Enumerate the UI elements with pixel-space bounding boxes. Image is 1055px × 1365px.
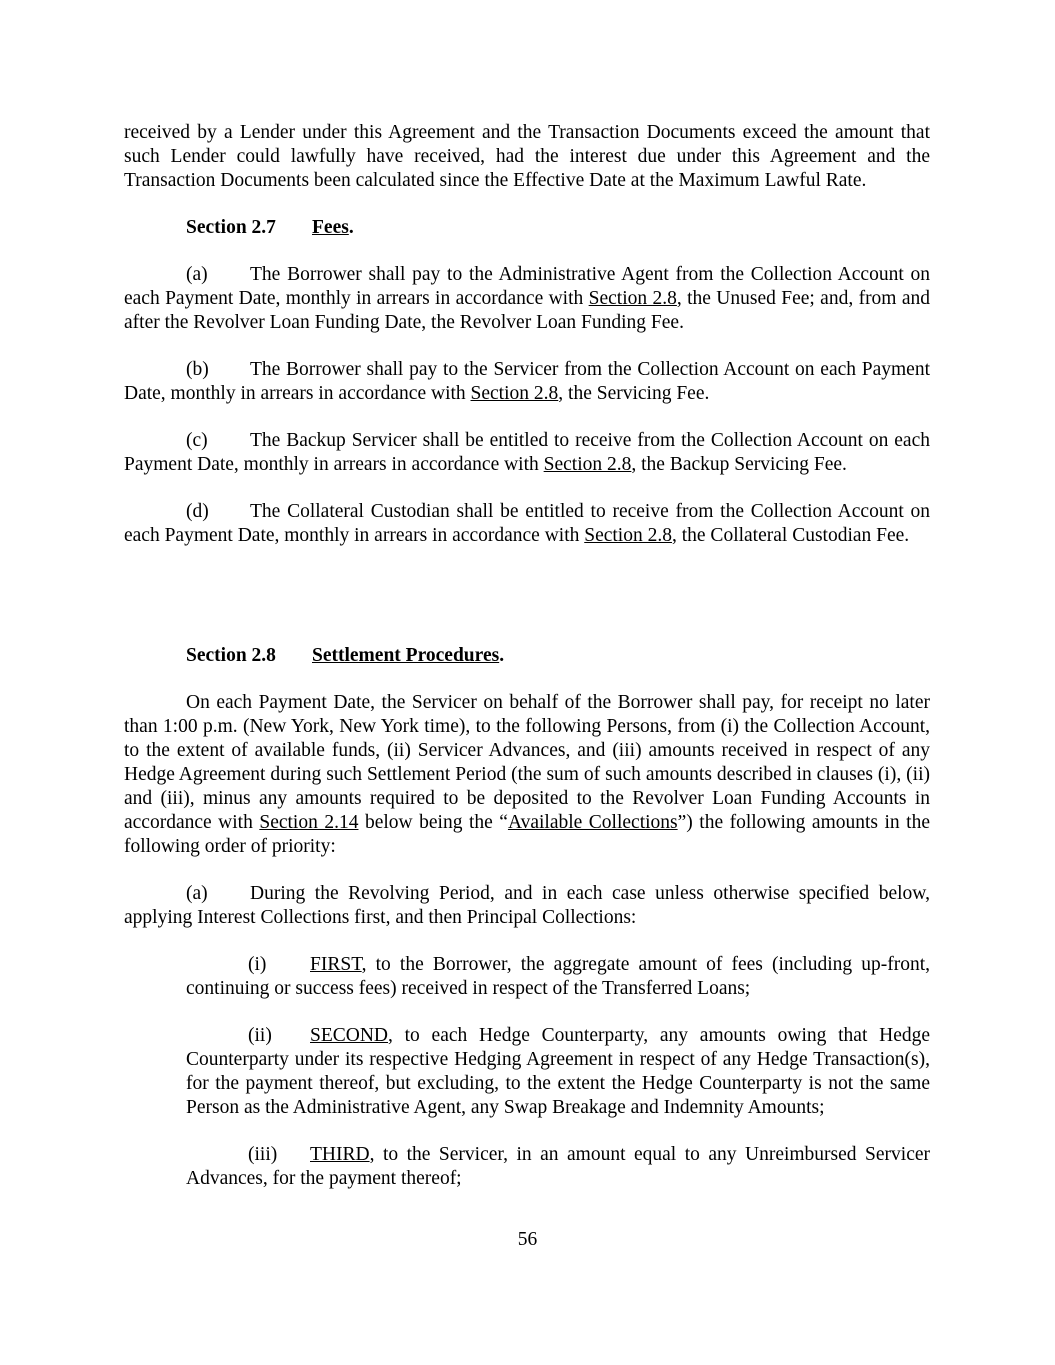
priority-term-second: SECOND <box>310 1025 389 1046</box>
clause-2-7-c-text: The Backup Servicer shall be entitled to receive from the Collection Account on each Payment Date, monthly in arrears in accordance with <box>124 430 930 475</box>
clause-2-7-d-text-post: , the Collateral Custodian Fee. <box>671 525 910 546</box>
section-2-8-heading <box>124 644 930 668</box>
continuation-paragraph: received by a Lender under this Agreement and the Transaction Documents exceed the amount that such Lender could lawfully have received, had the interest due under this Agreement and the Transaction Documents been calculated since the Effective Date at the Maximum Lawful Rate. <box>124 122 930 191</box>
priority-item-second-text: , to each Hedge Counterparty, any amounts owing that Hedge Counterparty under its respective Hedging Agreement in respect of any Hedge Transaction(s), for the payment thereof, but excluding, to the extent the Hedge Counterparty is not the same Person as the Administrative Agent, any Swap Breakage and Indemnity Amounts; <box>186 1025 930 1118</box>
priority-term-third: THIRD <box>310 1144 370 1165</box>
clause-2-7-a-text: The Borrower shall pay to the Administrative Agent from the Collection Account on each Payment Date, monthly in arrears in accordance with <box>124 264 930 309</box>
section-2-7-period: . <box>348 217 354 238</box>
section-2-8-reference: Section 2.8 <box>470 383 559 404</box>
section-2-7-title: Fees <box>312 217 349 238</box>
clause-2-8-a-text: During the Revolving Period, and in each case unless otherwise specified below, applying Interest Collections first, and then Principal Collections: <box>124 883 930 928</box>
priority-item-third-label: (iii) <box>248 1144 278 1165</box>
section-2-8-intro-mid: below being the “ <box>358 812 508 833</box>
priority-item-third-text: , to the Servicer, in an amount equal to any Unreimbursed Servicer Advances, for the payment thereof; <box>186 1144 930 1189</box>
clause-2-7-a <box>124 263 930 335</box>
available-collections-term: Available Collections <box>507 812 678 833</box>
section-2-14-reference: Section 2.14 <box>259 812 359 833</box>
clause-2-7-d-label: (d) <box>186 501 209 522</box>
clause-2-8-a-label: (a) <box>186 883 208 904</box>
clause-2-8-a <box>124 882 930 930</box>
priority-item-first <box>186 953 930 1001</box>
priority-item-third <box>186 1143 930 1191</box>
section-2-8-reference: Section 2.8 <box>588 288 677 309</box>
clause-2-7-b-text: The Borrower shall pay to the Servicer from the Collection Account on each Payment Date, monthly in arrears in accordance with <box>124 359 930 404</box>
page-number: 56 <box>517 1229 538 1250</box>
clause-2-7-c-label: (c) <box>186 430 208 451</box>
section-2-8-intro-post: ”) the following amounts in the following order of priority: <box>124 812 930 857</box>
clause-2-7-a-label: (a) <box>186 264 208 285</box>
priority-item-second-label: (ii) <box>248 1025 272 1046</box>
clause-2-7-b-text-post: , the Servicing Fee. <box>558 383 710 404</box>
section-2-7-label: Section 2.7 <box>186 217 276 238</box>
clause-2-7-c-text-post: , the Backup Servicing Fee. <box>631 454 847 475</box>
section-2-8-intro <box>124 691 930 859</box>
clause-2-7-d-text: The Collateral Custodian shall be entitled to receive from the Collection Account on each Payment Date, monthly in arrears in accordance with <box>124 501 930 546</box>
section-2-8-intro-text: On each Payment Date, the Servicer on behalf of the Borrower shall pay, for receipt no later than 1:00 p.m. (New York, New York time), to the following Persons, from (i) the Collection Account, to the extent of available funds, (ii) Servicer Advances, and (iii) amounts received in respect of any Hedge Agreement during such Settlement Period (the sum of such amounts described in clauses (i), (ii) and (iii), minus any amounts required to be deposited to the Revolver Loan Funding Accounts in accordance with <box>124 692 930 833</box>
priority-term-first: FIRST <box>310 954 362 975</box>
priority-item-second <box>186 1024 930 1120</box>
clause-2-7-c <box>124 429 930 477</box>
clause-2-7-b <box>124 358 930 406</box>
clause-2-7-a-text-post: , the Unused Fee; and, from and after the Revolver Loan Funding Date, the Revolver Loan Funding Fee. <box>124 288 930 333</box>
section-2-8-reference: Section 2.8 <box>584 525 672 546</box>
clause-2-7-d <box>124 500 930 548</box>
section-2-7-heading <box>124 216 930 240</box>
clause-2-7-b-label: (b) <box>186 359 209 380</box>
section-2-8-title: Settlement Procedures <box>312 645 500 666</box>
priority-item-first-text: , to the Borrower, the aggregate amount of fees (including up-front, continuing or success fees) received in respect of the Transferred Loans; <box>186 954 930 999</box>
section-2-8-reference: Section 2.8 <box>543 454 632 475</box>
section-2-8-label: Section 2.8 <box>186 645 276 666</box>
priority-item-first-label: (i) <box>248 954 267 975</box>
section-2-8-period: . <box>499 645 505 666</box>
